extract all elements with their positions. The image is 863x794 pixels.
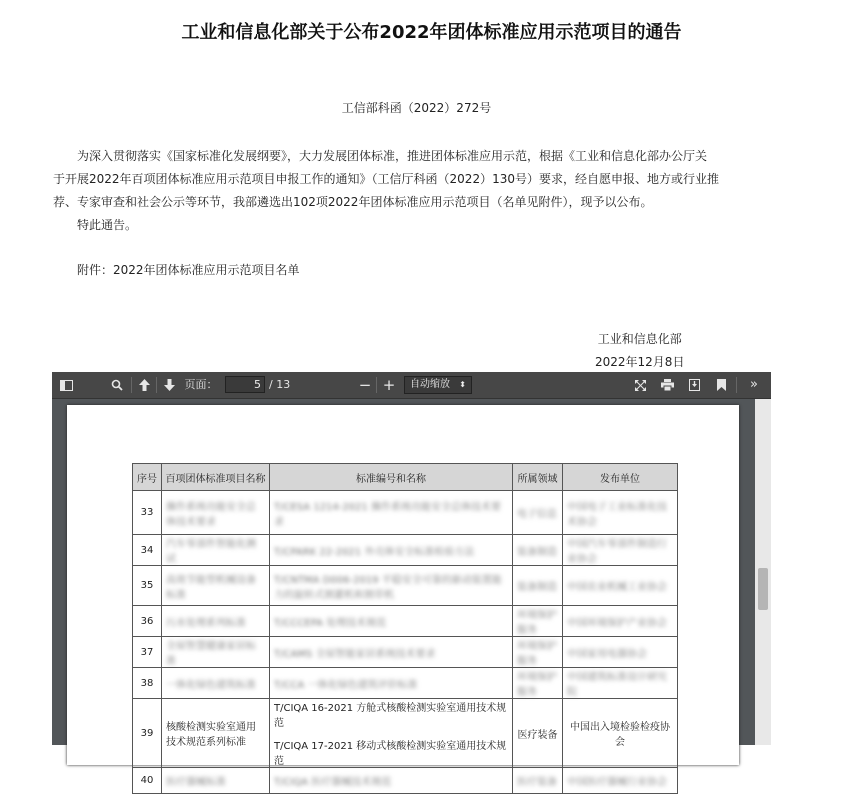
- row-no: 40: [133, 768, 162, 794]
- table-row: [133, 491, 678, 535]
- row-publisher: 中国环境保护产业协会: [563, 606, 678, 637]
- row-publisher: 中国医疗器械行业协会: [563, 768, 678, 794]
- pdf-viewer: [52, 372, 771, 788]
- row-no: 36: [133, 606, 162, 637]
- chevron-updown-icon: ⬍: [459, 380, 466, 389]
- table-row: [133, 535, 678, 566]
- next-page-icon[interactable]: [161, 372, 177, 398]
- row-project: 污水处理系列标准: [162, 606, 270, 637]
- zoom-select[interactable]: [404, 376, 472, 394]
- previous-page-icon[interactable]: [136, 372, 152, 398]
- row-standard: T/CESA 1214-2021 操作系统功能安全总体技术要求: [270, 491, 513, 535]
- row-standard: T/CNTMA D006-2019 平稳安全可靠的驱动装置能力的旋转式割灌机和割草机: [270, 566, 513, 606]
- row-project: 高效节能型机械设备标准: [162, 566, 270, 606]
- row-publisher: 中国汽车零部件制造行业协会: [563, 535, 678, 566]
- search-icon[interactable]: [109, 372, 125, 398]
- download-icon[interactable]: [686, 372, 702, 398]
- row-standard: T/CCCEPA 处理技术规范: [270, 606, 513, 637]
- row-project: 医疗器械标准: [162, 768, 270, 794]
- row-no: 35: [133, 566, 162, 606]
- row-project: 汽车零部件智能化测试: [162, 535, 270, 566]
- header-field: 所属领域: [513, 464, 563, 491]
- table-row: [133, 606, 678, 637]
- pdf-page: [67, 405, 739, 788]
- row-publisher: 中国建筑标准设计研究院: [563, 668, 678, 699]
- zoom-out-button[interactable]: −: [358, 376, 372, 394]
- row-no: 34: [133, 535, 162, 566]
- row-field: 医疗装备: [513, 699, 563, 768]
- row-field: 环境保护服务: [513, 606, 563, 637]
- row-standard: T/CPARK 22-2021 外壳体安全标准检验方法: [270, 535, 513, 566]
- row-project: 一体化绿色建筑标准: [162, 668, 270, 699]
- attachment-label: 附件：2022年团体标准应用示范项目名单: [77, 263, 300, 277]
- row-field: 医疗装备: [513, 768, 563, 794]
- body-line-3: 荐、专家审查和社会公示等环节，我部遴选出102项2022年团体标准应用示范项目（名单见附件），现予以公布。: [53, 195, 653, 209]
- table-row: [133, 668, 678, 699]
- body-line-2: 于开展2022年百项团体标准应用示范项目申报工作的通知》（工信厅科函（2022）130号）要求，经自愿申报、地方或行业推: [53, 172, 719, 186]
- zoom-in-button[interactable]: +: [382, 376, 396, 394]
- print-icon[interactable]: [659, 372, 675, 398]
- row-field: 装备制造: [513, 566, 563, 606]
- signature-block: [595, 328, 684, 374]
- header-standard: 标准编号和名称: [270, 464, 513, 491]
- tools-menu-icon[interactable]: »: [750, 377, 758, 392]
- page-number-input[interactable]: [225, 376, 265, 393]
- notice-body: [53, 145, 773, 237]
- row-field: 电子信息: [513, 491, 563, 535]
- scrollbar-thumb[interactable]: [758, 568, 768, 610]
- header-no: 序号: [133, 464, 162, 491]
- header-project: 百项团体标准项目名称: [162, 464, 270, 491]
- row-no: 37: [133, 637, 162, 668]
- zoom-value: 自动缩放: [410, 379, 450, 390]
- issue-date: 2022年12月8日: [595, 355, 685, 369]
- page-label: 页面：: [184, 378, 218, 391]
- row-field: 装备制造: [513, 535, 563, 566]
- row-standard: T/CCA 一体化绿色建筑评价标准: [270, 668, 513, 699]
- table-row: [133, 699, 678, 768]
- project-table: [132, 463, 678, 794]
- row-field: 环境保护服务: [513, 637, 563, 668]
- row-field: 环境保护服务: [513, 668, 563, 699]
- notice-title: 工业和信息化部关于公布2022年团体标准应用示范项目的通告: [181, 22, 682, 43]
- table-row: [133, 768, 678, 794]
- row-project: 全屋智慧健康家居标准: [162, 637, 270, 668]
- row-publisher: 中国电子工业标准化技术协会: [563, 491, 678, 535]
- table-header-row: [133, 464, 678, 491]
- row-standard: T/CIQA 医疗器械技术规范: [270, 768, 513, 794]
- issuer: 工业和信息化部: [597, 332, 682, 346]
- table-row: [133, 566, 678, 606]
- sidebar-toggle-icon[interactable]: [58, 372, 74, 398]
- row-no: 33: [133, 491, 162, 535]
- row-standard-line: T/CIQA 16-2021 方舱式核酸检测实验室通用技术规范: [274, 703, 507, 729]
- pdf-toolbar: [52, 372, 771, 399]
- fullscreen-icon[interactable]: [632, 372, 648, 398]
- row-publisher: 中国农业机械工业协会: [563, 566, 678, 606]
- row-project: 操作系统功能安全总体技术要求: [162, 491, 270, 535]
- row-no: 38: [133, 668, 162, 699]
- body-line-1: 为深入贯彻落实《国家标准化发展纲要》，大力发展团体标准，推进团体标准应用示范，根据《工业和信息化部办公厅关: [77, 149, 708, 163]
- row-no: 39: [133, 699, 162, 768]
- row-publisher: 中国出入境检验检疫协会: [563, 699, 678, 768]
- row-standard: T/CAMS 全屋智能家居系统技术要求: [270, 637, 513, 668]
- row-standard-line: T/CIQA 17-2021 移动式核酸检测实验室通用技术规范: [274, 741, 507, 767]
- bookmark-icon[interactable]: [713, 372, 729, 398]
- doc-number: 工信部科函（2022）272号: [341, 101, 492, 115]
- row-project: 核酸检测实验室通用技术规范系列标准: [162, 699, 270, 768]
- row-standard: [270, 699, 513, 768]
- row-publisher: 中国家用电器协会: [563, 637, 678, 668]
- body-closing: 特此通告。: [77, 218, 138, 232]
- header-publisher: 发布单位: [563, 464, 678, 491]
- total-pages: / 13: [269, 378, 291, 391]
- table-row: [133, 637, 678, 668]
